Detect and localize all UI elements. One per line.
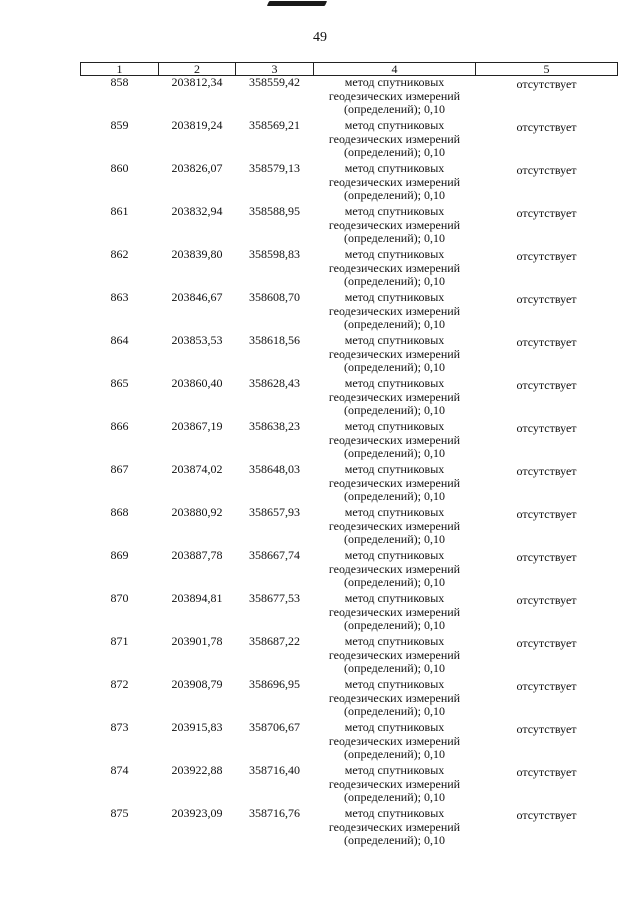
status-cell: отсутствует bbox=[516, 206, 577, 220]
status-cell: отсутствует bbox=[516, 163, 577, 177]
method-line: метод спутниковых bbox=[344, 634, 445, 648]
method-line: метод спутниковых bbox=[344, 333, 445, 347]
x-coordinate-cell: 203832,94 bbox=[171, 204, 223, 218]
method-accuracy-cell bbox=[314, 506, 476, 549]
table-row bbox=[81, 420, 618, 463]
table-row bbox=[81, 205, 618, 248]
x-coordinate-cell: 203839,80 bbox=[171, 247, 223, 261]
method-line: геодезических измерений bbox=[328, 733, 461, 748]
method-accuracy-cell bbox=[314, 291, 476, 334]
status-cell: отсутствует bbox=[516, 421, 577, 435]
point-number-cell: 865 bbox=[110, 376, 129, 390]
y-coordinate-cell: 358638,23 bbox=[249, 419, 300, 433]
y-coordinate-cell: 358716,40 bbox=[249, 763, 300, 777]
method-accuracy-cell bbox=[314, 678, 476, 721]
method-line: (определений); 0,10 bbox=[344, 833, 445, 848]
point-number-cell: 873 bbox=[110, 720, 129, 734]
x-coordinate-cell: 203923,09 bbox=[171, 806, 223, 820]
x-coordinate-cell: 203853,53 bbox=[171, 333, 223, 347]
x-coordinate-cell: 203908,79 bbox=[171, 677, 223, 691]
method-accuracy-cell bbox=[314, 592, 476, 635]
y-coordinate-cell: 358687,22 bbox=[249, 634, 300, 648]
y-coordinate-cell: 358696,95 bbox=[249, 677, 300, 691]
method-accuracy-cell bbox=[314, 764, 476, 807]
status-cell: отсутствует bbox=[516, 808, 577, 822]
x-coordinate-cell: 203860,40 bbox=[171, 376, 223, 390]
x-coordinate-cell: 203819,24 bbox=[171, 118, 223, 132]
method-line: метод спутниковых bbox=[344, 161, 445, 175]
status-cell: отсутствует bbox=[516, 120, 577, 134]
x-coordinate-cell: 203826,07 bbox=[171, 161, 223, 175]
method-line: метод спутниковых bbox=[344, 548, 445, 562]
header-col-5: 5 bbox=[476, 63, 618, 76]
method-line: (определений); 0,10 bbox=[344, 274, 445, 289]
point-number-cell: 871 bbox=[110, 634, 129, 648]
scan-artifact-mark bbox=[267, 1, 327, 6]
method-line: геодезических измерений bbox=[328, 260, 461, 275]
point-number-cell: 872 bbox=[110, 677, 129, 691]
y-coordinate-cell: 358559,42 bbox=[249, 75, 300, 89]
method-accuracy-cell bbox=[314, 248, 476, 291]
y-coordinate-cell: 358716,76 bbox=[249, 806, 300, 820]
method-line: метод спутниковых bbox=[344, 419, 445, 433]
status-cell: отсутствует bbox=[516, 378, 577, 392]
method-line: (определений); 0,10 bbox=[344, 102, 445, 117]
y-coordinate-cell: 358628,43 bbox=[249, 376, 300, 390]
method-line: геодезических измерений bbox=[328, 475, 461, 490]
x-coordinate-cell: 203812,34 bbox=[171, 75, 223, 89]
header-col-1: 1 bbox=[81, 63, 159, 76]
status-cell: отсутствует bbox=[516, 593, 577, 607]
method-line: геодезических измерений bbox=[328, 88, 461, 103]
status-cell: отсутствует bbox=[516, 507, 577, 521]
method-line: геодезических измерений bbox=[328, 303, 461, 318]
method-accuracy-cell bbox=[314, 635, 476, 678]
method-line: геодезических измерений bbox=[328, 346, 461, 361]
x-coordinate-cell: 203874,02 bbox=[171, 462, 223, 476]
method-line: геодезических измерений bbox=[328, 690, 461, 705]
point-number-cell: 863 bbox=[110, 290, 129, 304]
method-line: геодезических измерений bbox=[328, 432, 461, 447]
method-line: метод спутниковых bbox=[344, 376, 445, 390]
table-body bbox=[81, 76, 618, 851]
point-number-cell: 860 bbox=[110, 161, 129, 175]
x-coordinate-cell: 203922,88 bbox=[171, 763, 223, 777]
method-accuracy-cell bbox=[314, 205, 476, 248]
table-row bbox=[81, 807, 618, 850]
table-row bbox=[81, 162, 618, 205]
method-line: метод спутниковых bbox=[344, 75, 445, 89]
y-coordinate-cell: 358657,93 bbox=[249, 505, 300, 519]
method-line: метод спутниковых bbox=[344, 462, 445, 476]
status-cell: отсутствует bbox=[516, 636, 577, 650]
table-row bbox=[81, 635, 618, 678]
method-line: геодезических измерений bbox=[328, 518, 461, 533]
method-line: (определений); 0,10 bbox=[344, 489, 445, 504]
header-col-2: 2 bbox=[159, 63, 236, 76]
table-row bbox=[81, 678, 618, 721]
table-row bbox=[81, 76, 618, 120]
method-line: (определений); 0,10 bbox=[344, 704, 445, 719]
coordinates-table bbox=[80, 62, 618, 850]
method-line: (определений); 0,10 bbox=[344, 661, 445, 676]
y-coordinate-cell: 358588,95 bbox=[249, 204, 300, 218]
x-coordinate-cell: 203846,67 bbox=[171, 290, 223, 304]
header-col-3: 3 bbox=[236, 63, 314, 76]
point-number-cell: 859 bbox=[110, 118, 129, 132]
y-coordinate-cell: 358618,56 bbox=[249, 333, 300, 347]
method-accuracy-cell bbox=[314, 420, 476, 463]
table-row bbox=[81, 119, 618, 162]
point-number-cell: 874 bbox=[110, 763, 129, 777]
y-coordinate-cell: 358598,83 bbox=[249, 247, 300, 261]
table-row bbox=[81, 291, 618, 334]
x-coordinate-cell: 203901,78 bbox=[171, 634, 223, 648]
table-row bbox=[81, 377, 618, 420]
table-header bbox=[81, 63, 618, 76]
method-accuracy-cell bbox=[314, 76, 476, 120]
method-accuracy-cell bbox=[314, 549, 476, 592]
method-line: метод спутниковых bbox=[344, 591, 445, 605]
status-cell: отсутствует bbox=[516, 249, 577, 263]
method-accuracy-cell bbox=[314, 721, 476, 764]
method-line: метод спутниковых bbox=[344, 290, 445, 304]
method-line: геодезических измерений bbox=[328, 561, 461, 576]
table-row bbox=[81, 463, 618, 506]
method-line: (определений); 0,10 bbox=[344, 618, 445, 633]
point-number-cell: 866 bbox=[110, 419, 129, 433]
point-number-cell: 858 bbox=[110, 75, 129, 89]
x-coordinate-cell: 203867,19 bbox=[171, 419, 223, 433]
point-number-cell: 867 bbox=[110, 462, 129, 476]
table-row bbox=[81, 506, 618, 549]
point-number-cell: 862 bbox=[110, 247, 129, 261]
method-line: геодезических измерений bbox=[328, 131, 461, 146]
x-coordinate-cell: 203894,81 bbox=[171, 591, 223, 605]
method-line: метод спутниковых bbox=[344, 763, 445, 777]
method-line: геодезических измерений bbox=[328, 776, 461, 791]
y-coordinate-cell: 358648,03 bbox=[249, 462, 300, 476]
status-cell: отсутствует bbox=[516, 550, 577, 564]
status-cell: отсутствует bbox=[516, 292, 577, 306]
header-row bbox=[81, 63, 618, 76]
point-number-cell: 870 bbox=[110, 591, 129, 605]
y-coordinate-cell: 358608,70 bbox=[249, 290, 300, 304]
method-line: метод спутниковых bbox=[344, 677, 445, 691]
method-accuracy-cell bbox=[314, 119, 476, 162]
method-line: метод спутниковых bbox=[344, 247, 445, 261]
x-coordinate-cell: 203880,92 bbox=[171, 505, 223, 519]
y-coordinate-cell: 358667,74 bbox=[249, 548, 300, 562]
point-number-cell: 864 bbox=[110, 333, 129, 347]
table-row bbox=[81, 764, 618, 807]
y-coordinate-cell: 358579,13 bbox=[249, 161, 300, 175]
method-line: геодезических измерений bbox=[328, 647, 461, 662]
method-line: геодезических измерений bbox=[328, 819, 461, 834]
method-line: геодезических измерений bbox=[328, 217, 461, 232]
method-line: метод спутниковых bbox=[344, 806, 445, 820]
method-line: метод спутниковых bbox=[344, 118, 445, 132]
method-line: (определений); 0,10 bbox=[344, 188, 445, 203]
status-cell: отсутствует bbox=[516, 77, 577, 91]
table-row bbox=[81, 334, 618, 377]
status-cell: отсутствует bbox=[516, 765, 577, 779]
method-line: (определений); 0,10 bbox=[344, 403, 445, 418]
point-number-cell: 875 bbox=[110, 806, 129, 820]
method-line: (определений); 0,10 bbox=[344, 231, 445, 246]
x-coordinate-cell: 203887,78 bbox=[171, 548, 223, 562]
method-accuracy-cell bbox=[314, 334, 476, 377]
method-line: (определений); 0,10 bbox=[344, 446, 445, 461]
table-row bbox=[81, 592, 618, 635]
status-cell: отсутствует bbox=[516, 679, 577, 693]
point-number-cell: 861 bbox=[110, 204, 129, 218]
table-row bbox=[81, 248, 618, 291]
y-coordinate-cell: 358706,67 bbox=[249, 720, 300, 734]
y-coordinate-cell: 358569,21 bbox=[249, 118, 300, 132]
method-accuracy-cell bbox=[314, 463, 476, 506]
method-line: геодезических измерений bbox=[328, 389, 461, 404]
point-number-cell: 868 bbox=[110, 505, 129, 519]
status-cell: отсутствует bbox=[516, 722, 577, 736]
status-cell: отсутствует bbox=[516, 464, 577, 478]
method-accuracy-cell bbox=[314, 807, 476, 850]
point-number-cell: 869 bbox=[110, 548, 129, 562]
method-line: геодезических измерений bbox=[328, 174, 461, 189]
method-line: (определений); 0,10 bbox=[344, 360, 445, 375]
method-line: метод спутниковых bbox=[344, 204, 445, 218]
method-line: геодезических измерений bbox=[328, 604, 461, 619]
table-row bbox=[81, 721, 618, 764]
method-line: (определений); 0,10 bbox=[344, 145, 445, 160]
method-line: метод спутниковых bbox=[344, 720, 445, 734]
table-row bbox=[81, 549, 618, 592]
method-line: метод спутниковых bbox=[344, 505, 445, 519]
method-line: (определений); 0,10 bbox=[344, 575, 445, 590]
method-accuracy-cell bbox=[314, 162, 476, 205]
y-coordinate-cell: 358677,53 bbox=[249, 591, 300, 605]
method-line: (определений); 0,10 bbox=[344, 317, 445, 332]
status-cell: отсутствует bbox=[516, 335, 577, 349]
method-line: (определений); 0,10 bbox=[344, 790, 445, 805]
header-col-4: 4 bbox=[314, 63, 476, 76]
page-number: 49 bbox=[313, 30, 327, 45]
method-line: (определений); 0,10 bbox=[344, 747, 445, 762]
method-line: (определений); 0,10 bbox=[344, 532, 445, 547]
x-coordinate-cell: 203915,83 bbox=[171, 720, 223, 734]
method-accuracy-cell bbox=[314, 377, 476, 420]
